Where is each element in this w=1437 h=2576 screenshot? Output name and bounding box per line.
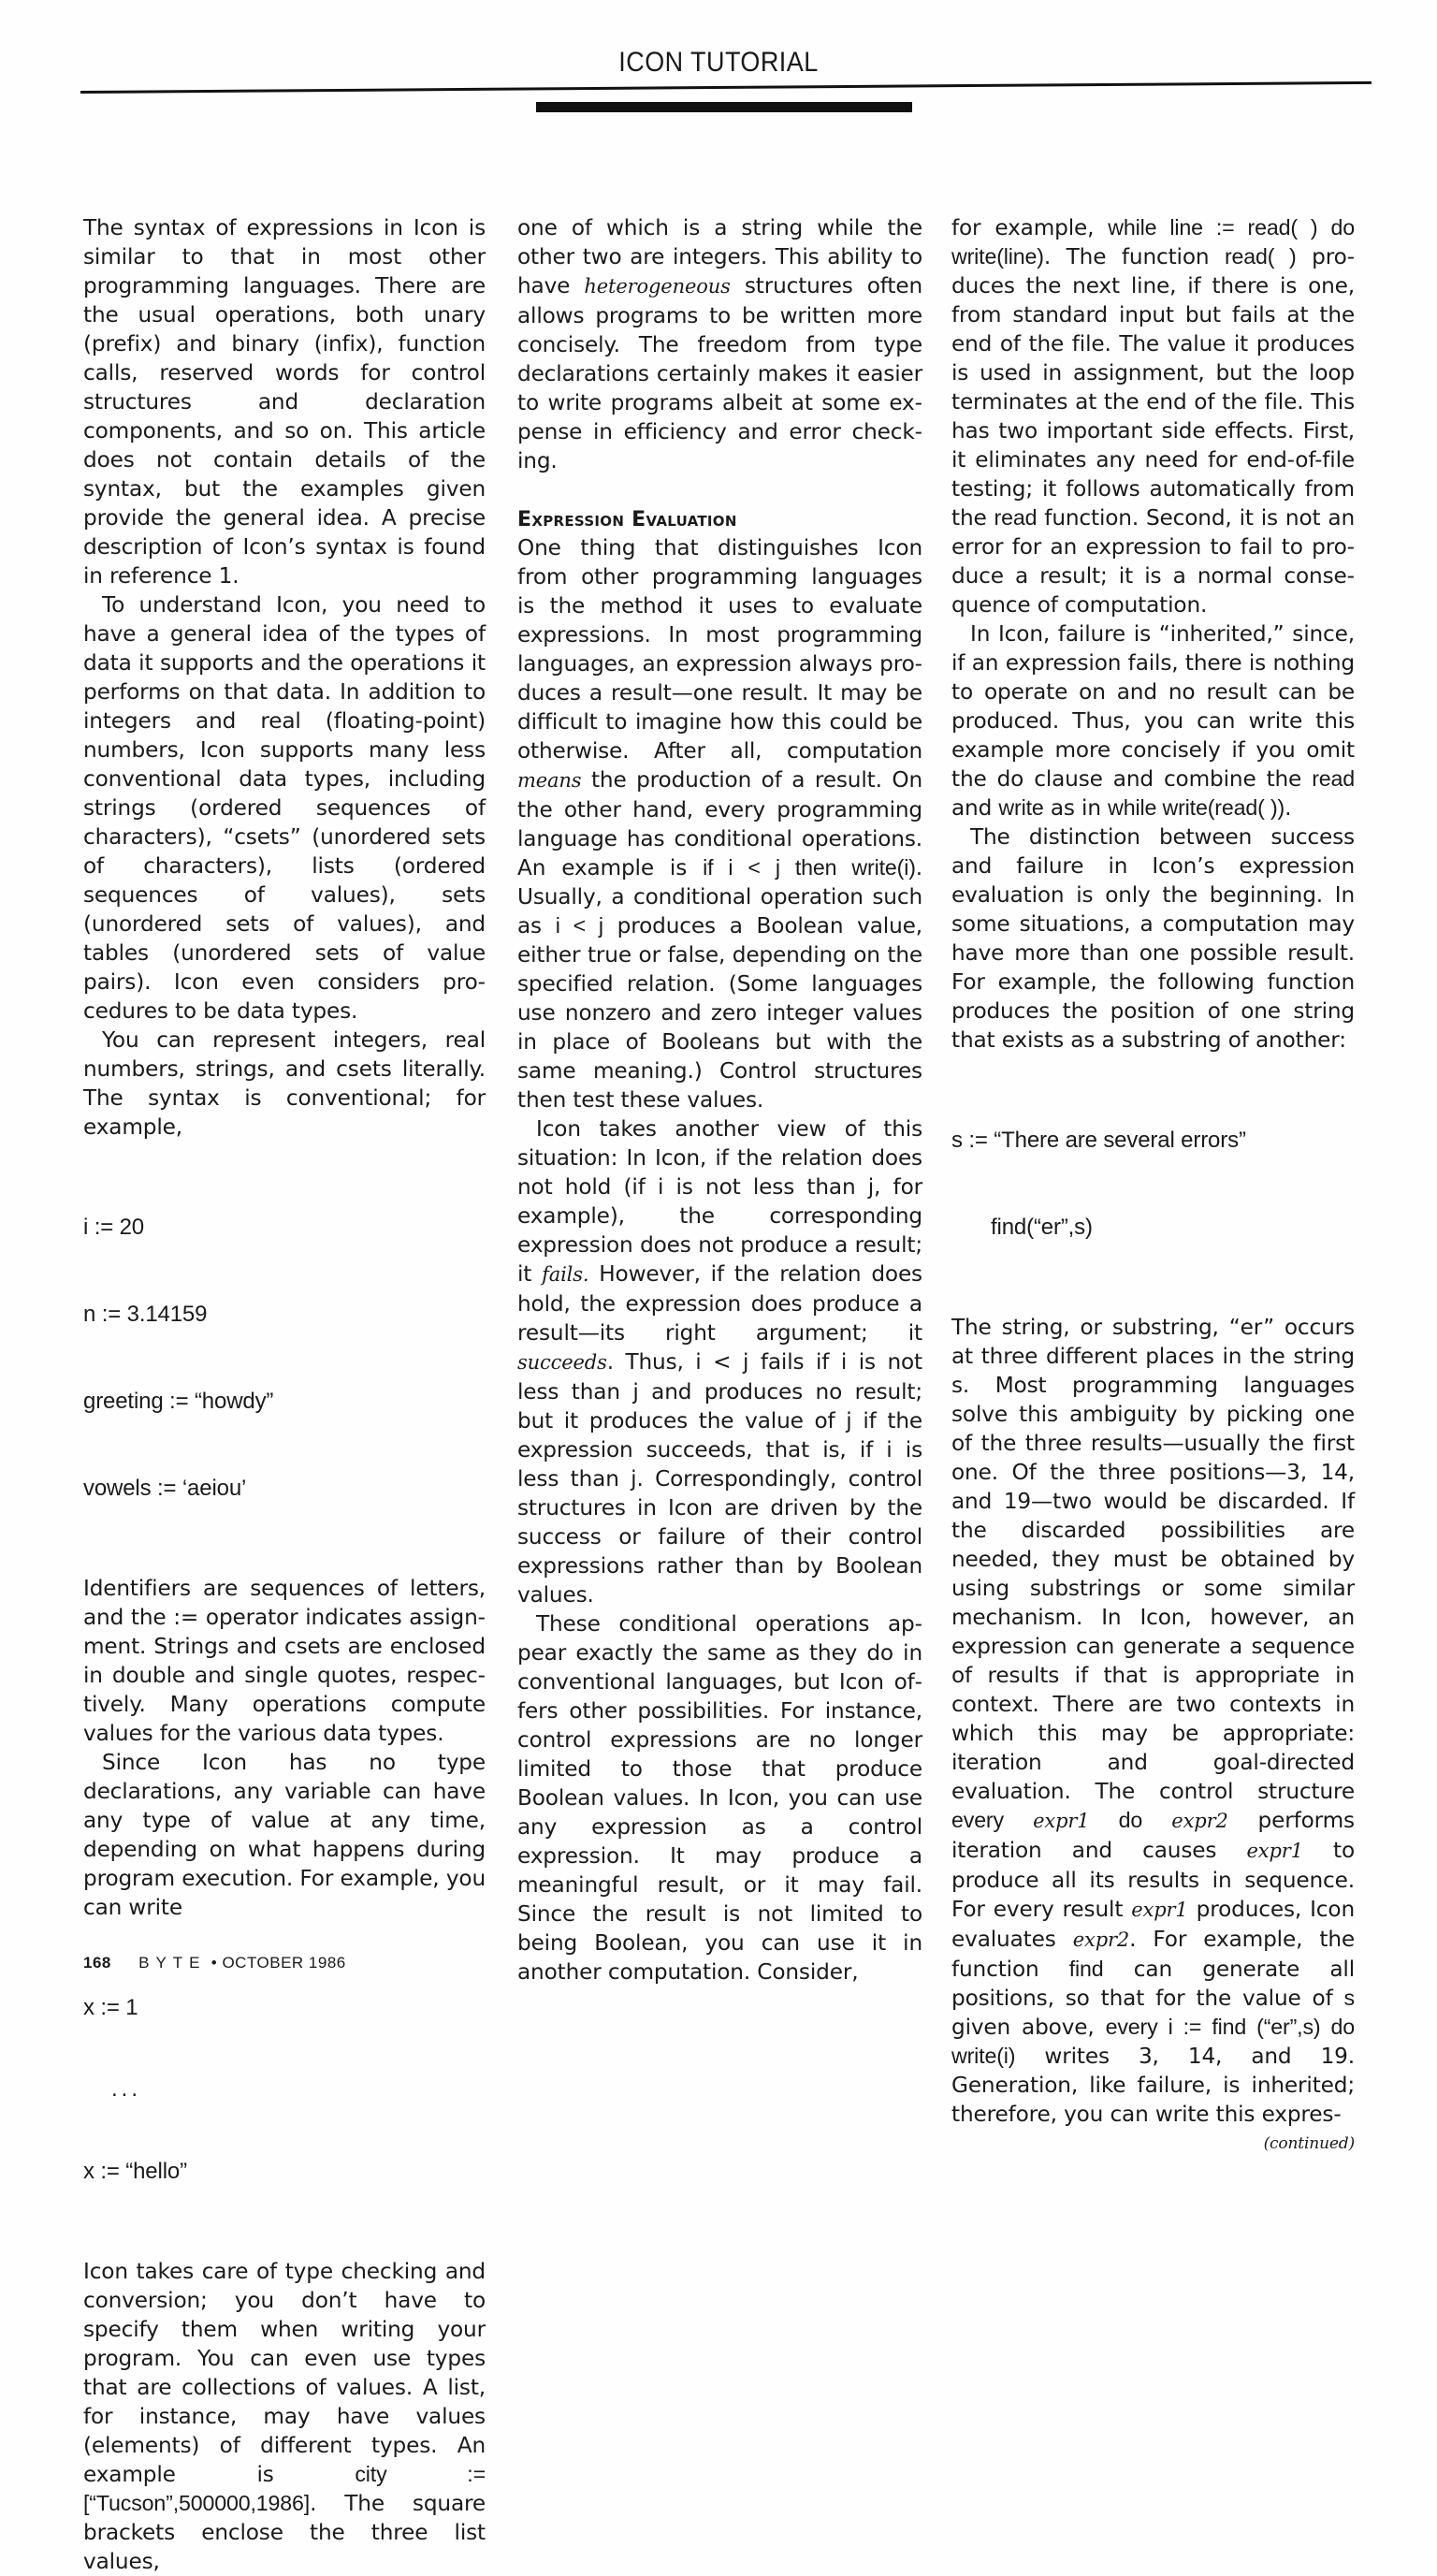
text: . Usually, a conditional operation such as [517, 855, 923, 939]
text: one of which is a string while the other two are integers. This ability to have [517, 215, 922, 298]
emphasis: expr1 [1131, 1899, 1188, 1921]
inline-code: find [1068, 1957, 1104, 1981]
text: produces a Boolean value, either true or false, depending on the specified relation. (Some languages use nonzero and zero integer values in place of Booleans but with the same meaning.) Control structures then test these values. [517, 913, 922, 1113]
text: writes 3, 14, and 19. Generation, like failure, is inherited; therefore, you can write this expres- [951, 2044, 1355, 2127]
emphasis: expr1 [1246, 1840, 1303, 1862]
text: can generate all positions, so that for the value of [951, 1957, 1355, 2011]
emphasis: expr2 [1142, 1810, 1228, 1832]
inline-code: write [998, 795, 1044, 820]
paragraph: Since Icon has no type declarations, any variable can have any type of value at any time, depending on what happens during program execution. For example, you can write [83, 1750, 486, 1920]
emphasis: expr2 [1072, 1928, 1130, 1951]
text: produces, Icon evaluates [951, 1897, 1355, 1952]
inline-code: do [1118, 1808, 1143, 1832]
text: the production of a result. On the other hand, every programming language has conditional operations. An example is [517, 767, 922, 880]
inline-code: every [951, 1808, 1004, 1832]
inline-code: while write(read( )) [1108, 795, 1285, 820]
text: One thing that distinguishes Icon from other programming languages is the method it uses to evaluate expressions. In most programming languages, an expression always produces a result—one result. It may be difficult to imagine how this could be otherwise. After all, computation [517, 535, 922, 764]
emphasis: means [517, 769, 582, 792]
header-rule-thick [536, 102, 912, 112]
text: to produce all its results in sequence. For every result [951, 1838, 1356, 1922]
inline-code: read( ) [1224, 244, 1297, 269]
section-heading: Expression Evaluation [517, 508, 737, 531]
code-line: x := “hello” [83, 2159, 187, 2184]
page-number: 168 [83, 1954, 111, 1972]
code-line: i := 20 [83, 1215, 144, 1240]
emphasis: expr1 [1003, 1810, 1119, 1832]
code-line: x := 1 [83, 1995, 138, 2020]
paragraph [517, 213, 922, 475]
text: structures often allows programs to be written more concisely. The freedom from type declarations certainly makes it easier to write programs albeit at some expense in efficiency and error checking. [517, 273, 922, 473]
paragraph: The syntax of expressions in Icon is similar to that in most other programming languages. There are the usual operations, both unary (prefix) and binary (infix), function calls, reserved words for control structures and declaration components, and so on. This article does not contain details of the syntax, but the examples given provide the general idea. A precise description of Icon’s syntax is found in reference 1. [83, 215, 486, 589]
paragraph [517, 533, 922, 1114]
paragraph: The distinction between success and failure in Icon’s expression evaluation is only the beginning. In some situations, a computation may have more than one possible result. For example, the following function produces the position of one string that exists as a substring of another: [951, 824, 1355, 1053]
separator-bullet: • [210, 1954, 218, 1972]
header-rule-thin [80, 81, 1372, 94]
text: Icon takes another view of this situation: In Icon, if the relation does not hold (if i is not less than j, for example), the corresponding expression does not produce a result; it [517, 1116, 922, 1287]
column-1 [83, 213, 486, 2576]
paragraph: You can represent integers, real numbers, strings, and csets literally. The syntax is conventional; for example, [83, 1027, 486, 1140]
magazine-name: BYTE [138, 1954, 207, 1972]
text: produces the next line, if there is one, from standard input but fails at the end of the file. The value it produces is used in assignment, but the loop terminates at the end of the file. This has two important side effects. First, it eliminates any need for end-of-file testing; it follows automatically from the [951, 244, 1355, 531]
paragraph [951, 619, 1355, 822]
text: as in [1043, 795, 1109, 821]
paragraph [951, 213, 1355, 619]
inline-code: s [1343, 1986, 1355, 2010]
inline-code: while line := read( ) do write(line) [951, 215, 1355, 269]
text: given above, [951, 2015, 1106, 2040]
text: . [1285, 795, 1292, 821]
paragraph: These conditional operations appear exactly the same as they do in conventional languages, but Icon offers other possibilities. For instance, control expressions are no longer limited to those that produce Boolean values. In Icon, you can use any expression as a control expression. It may produce a meaningful result, or it may fail. Since the result is not limited to being Boolean, you can use it in another computation. Consider, [517, 1611, 922, 1985]
inline-code: if i < j then write(i) [703, 855, 916, 880]
issue-date: OCTOBER 1986 [222, 1954, 346, 1972]
code-line: greeting := “howdy” [83, 1389, 274, 1414]
text: . Thus, i < j fails if i is not less than j and produces no result; but it produces the value of j if the expression succeeds, that is, if i is less than j. Correspondingly, control structures in Icon are driven by the success or failure of their control expressions rather than by Boolean values. [517, 1349, 922, 1608]
text: Icon takes care of type checking and conversion; you don’t have to specify them when writing your program. You can even use types that are collections of values. A list, for instance, may have values (elements) of different types. An example is [83, 2259, 486, 2487]
code-line: find(“er”,s) [991, 1215, 1093, 1240]
code-example-find [951, 1068, 1355, 1300]
code-line: vowels := ‘aeiou’ [83, 1476, 247, 1501]
text: function. Second, it is not an error for an expression to fail to produce a result; it is a normal consequence of computation. [951, 505, 1355, 618]
paragraph: To understand Icon, you need to have a general idea of the types of data it supports and the operations it performs on that data. In addition to integers and real (floating-point) numbers, Icon supports many less conventional data types, including strings (ordered sequences of characters), “csets” (unordered sets of characters), lists (ordered sequences of values), sets (unordered sets of values), and tables (unordered sets of value pairs). Icon even considers procedures to be data types. [83, 592, 486, 1024]
text: In Icon, failure is “inherited,” since, if an expression fails, there is nothing to operate on and no result can be produced. Thus, you can write this example more concisely if you omit the do clause and combine the [951, 621, 1355, 792]
code-ellipsis: ... [111, 2076, 142, 2102]
text: performs iteration and causes [951, 1808, 1355, 1863]
inline-code: every i := find (“er”,s) do write(i) [951, 2015, 1356, 2068]
continued-note: (continued) [1263, 2134, 1355, 2153]
text: . For example, the function [951, 1927, 1355, 1982]
code-example-literals [83, 1155, 486, 1561]
text: The string, or substring, “er” occurs at three different places in the string s. Most programming languages solve this ambiguity by picking one of the three results—usually the first one. Of the three positions—3, 14, and 19—two would be discarded. If the discarded possibilities are needed, they must be obtained by using substrings or some similar mechanism. In Icon, however, an expression can generate a sequence of results if that is appropriate in context. There are two contexts in which this may be appropriate: iteration and goal-directed evaluation. The control structure [951, 1315, 1355, 1804]
text: and [951, 795, 999, 821]
code-example-assignment [83, 1935, 486, 2244]
emphasis: heterogeneous [584, 275, 731, 298]
paragraph [517, 1114, 922, 1609]
paragraph: Identifiers are sequences of letters, and the := operator indicates assignment. Strings and csets are enclosed in double and single quotes, respectively. Many operations compute values for the various data types. [83, 1576, 486, 1746]
text: However, if the relation does hold, the expression does produce a result—its right argument; it [517, 1261, 922, 1346]
inline-code: city := [“Tucson”,500000,1986] [83, 2462, 486, 2515]
text: for example, [951, 215, 1109, 240]
emphasis: succeeds [517, 1351, 607, 1374]
column-3 [951, 213, 1355, 2153]
paragraph [951, 1313, 1355, 2129]
running-head: ICON TUTORIAL [618, 47, 819, 78]
column-2 [517, 213, 922, 1987]
code-line: s := “There are several errors” [951, 1128, 1246, 1153]
inline-code: read [1312, 766, 1355, 791]
paragraph [83, 2257, 486, 2576]
text: . The function [1043, 244, 1225, 269]
emphasis: fails. [542, 1263, 589, 1286]
inline-code: i < j [555, 913, 603, 938]
code-line: n := 3.14159 [83, 1302, 208, 1327]
text: . The square brackets enclose the three list values, [83, 2491, 486, 2574]
inline-code: read [994, 505, 1038, 530]
page-footer [83, 1954, 346, 1972]
